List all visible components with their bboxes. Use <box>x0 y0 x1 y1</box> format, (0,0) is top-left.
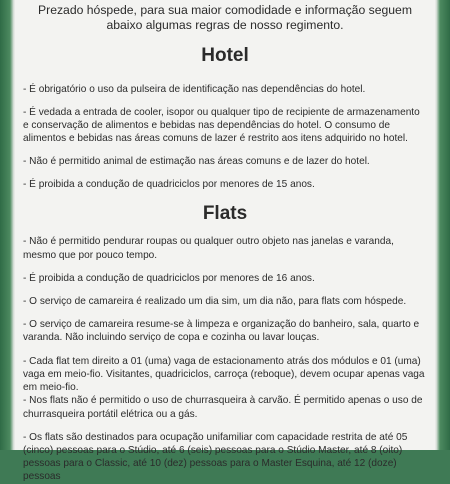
flats-rule: - Nos flats não é permitido o uso de churrasqueira à carvão. É permitido apenas o uso de churrasqueira portátil elétrica ou a gás. <box>23 395 423 420</box>
notice-sheet <box>15 0 435 483</box>
flats-rule: - É proibida a condução de quadriciclos por menores de 16 anos. <box>23 272 315 284</box>
hotel-rule: - Não é permitido animal de estimação nas áreas comuns e de lazer do hotel. <box>23 156 370 168</box>
flats-heading: Flats <box>202 203 248 225</box>
flats-rule: - O serviço de camareira resume-se à limpeza e organização do banheiro, sala, quarto e varanda. Não incluindo serviço de copa e cozinha ou lavar louças. <box>23 319 420 344</box>
flats-rule: - Cada flat tem direito a 01 (uma) vaga de estacionamento atrás dos módulos e 01 (uma) vaga em meio-fio. Visitantes, quadriciclos, carroça (reboque), devem ocupar apenas vaga em meio-fio. <box>23 355 425 394</box>
flats-rule: - Não é permitido pendurar roupas ou qualquer outro objeto nas janelas e varanda, mesmo que por pouco tempo. <box>23 236 394 261</box>
hotel-rules <box>15 83 435 191</box>
flats-rules <box>15 235 435 483</box>
intro-text: Prezado hóspede, para sua maior comodidade e informação seguem abaixo algumas regras de nosso regimento. <box>38 3 412 32</box>
flats-rule: - O serviço de camareira é realizado um dia sim, um dia não, para flats com hóspede. <box>23 296 407 308</box>
flats-rule: - Os flats são destinados para ocupação unifamiliar com capacidade restrita de até 05 (cinco) pessoas para o Stúdio, até 6 (seis) pessoas para o Stúdio Master, até 8 (oito) pessoas para o Classic, até 10 (dez) pessoas para o Master Esquina, até 12 (doze) pessoas <box>23 431 408 483</box>
hotel-heading: Hotel <box>201 45 249 67</box>
hotel-rule: - É vedada a entrada de cooler, isopor ou qualquer tipo de recipiente de armazenamento e conservação de alimentos e bebidas nas dependências do hotel. O consumo de alimentos e bebidas nas áreas comuns de lazer é restrito aos itens adquirido no hotel. <box>23 107 420 145</box>
hotel-rule: - É proibida a condução de quadriciclos por menores de 15 anos. <box>23 179 315 191</box>
hotel-rule: - É obrigatório o uso da pulseira de identificação nas dependências do hotel. <box>23 84 366 96</box>
